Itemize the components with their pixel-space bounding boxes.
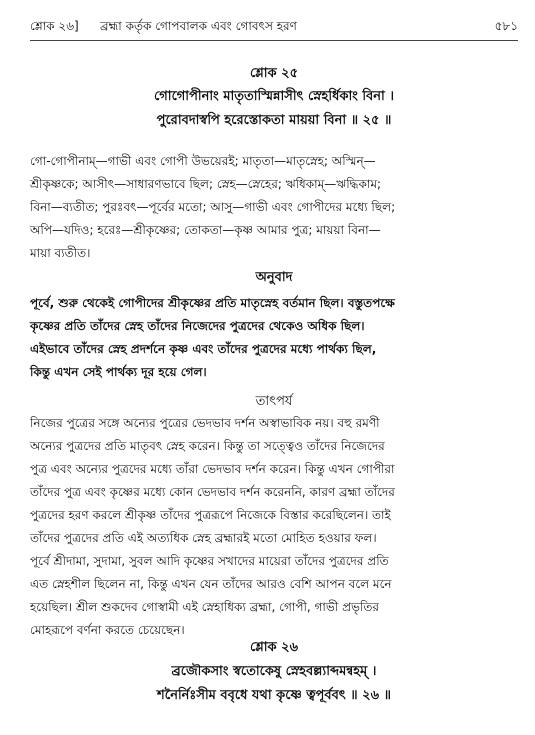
header-title: ব্রহ্মা কর্তৃক গোপবালক এবং গোবৎস হরণ xyxy=(100,19,297,33)
synonyms-line: বিনা—ব্যতীত; পুরঃবৎ—পূর্বের মতো; আসু—গাভী এবং গোপীদের মধ্যে ছিল; xyxy=(30,200,396,214)
purport-line: পূর্বে শ্রীদামা, সুদামা, সুবল আদি কৃষ্ণের সখাদের মায়েরা তাঁদের পুত্রদের প্রতি xyxy=(30,554,389,568)
header-rule xyxy=(30,40,518,41)
purport-line: পুত্রদের হরণ করলে শ্রীকৃষ্ণ তাঁদের পুত্ররূপে নিজেকে বিস্তার করেছিলেন। তাই xyxy=(30,508,391,522)
purport-line: তাঁদের পুত্র এবং কৃষ্ণের মধ্যে কোন ভেদভাব দর্শন করেননি, কারণ ব্রহ্মা তাঁদের xyxy=(30,485,395,499)
purport-line: পুত্র এবং অন্যের পুত্রদের মধ্যে তাঁরা ভেদভাব দর্শন করেন। কিন্তু এখন গোপীরা xyxy=(30,462,395,476)
purport-line: এত স্নেহশীল ছিলেন না, কিন্তু এখন যেন তাঁদের আরও বেশি আপন বলে মনে xyxy=(30,577,392,591)
synonyms-line: শ্রীকৃষ্ণকে; আসীৎ—সাধারণভাবে ছিল; স্নেহ—স্নেহের; ঋধিকাম্—ঋদ্ধিকাম; xyxy=(30,177,382,191)
verse-26-heading: শ্লোক ২৬ xyxy=(249,640,299,655)
synonyms-line: অপি—যদিও; হরেঃ—শ্রীকৃষ্ণের; তোকতা—কৃষ্ণ আমার পুত্র; মায়য়া বিনা— xyxy=(30,223,381,237)
purport-line: তাঁদের পুত্রদের প্রতি এই অত্যধিক স্নেহ ব্রহ্মারই মতো মোহিত হওয়ার ফল। xyxy=(30,531,377,545)
synonyms-line: মায়া ব্যতীত। xyxy=(30,246,91,260)
translation-heading: অনুবাদ xyxy=(255,270,293,285)
purport-block xyxy=(30,412,518,642)
translation-line: কৃষ্ণের প্রতি তাঁদের স্নেহ তাঁদের নিজেদের পুত্রদের থেকেও অধিক ছিল। xyxy=(30,319,365,333)
translation-line: পূর্বে, শুরু থেকেই গোপীদের শ্রীকৃষ্ণের প্রতি মাতৃস্নেহ বর্তমান ছিল। বস্তুতপক্ষে xyxy=(30,296,395,310)
translation-line: কিন্তু এখন সেই পার্থক্য দূর হয়ে গেল। xyxy=(30,365,207,379)
header-chapter-ref: শ্লোক ২৬] xyxy=(30,19,79,33)
purport-line: হয়েছিল। শ্রীল শুকদেব গোস্বামী এই স্নেহাধিক্য ব্রহ্মা, গোপী, গাভী প্রভৃতির xyxy=(30,600,380,614)
verse-26-line-1: ব্রজৌকসাং স্বতোকেষু স্নেহবল্ল্যাব্দমন্বহম্ । xyxy=(171,664,377,679)
purport-line: মোহরূপে বর্ণনা করতে চেয়েছেন। xyxy=(30,623,185,637)
purport-line: নিজের পুত্রের সঙ্গে অন্যের পুত্রের ভেদভাব দর্শন অস্বাভাবিক নয়। বহু রমণী xyxy=(30,416,380,430)
purport-heading: তাৎপর্য xyxy=(255,394,293,409)
purport-line: অন্যের পুত্রদের প্রতি মাতৃবৎ স্নেহ করেন। কিন্তু তা সত্ত্বেও তাঁদের নিজেদের xyxy=(30,439,385,453)
page-number: ৫৮১ xyxy=(494,19,518,33)
translation-line: এইভাবে তাঁদের স্নেহ প্রদর্শনে কৃষ্ণ এবং তাঁদের পুত্রদের মধ্যে পার্থক্য ছিল, xyxy=(30,342,377,356)
verse-26-line-2: শনৈর্নিঃসীম ববৃধে যথা কৃষ্ণে ত্বপূর্ববৎ ॥ ২৬ ॥ xyxy=(157,688,391,703)
translation-block xyxy=(30,292,518,384)
running-header xyxy=(30,14,518,38)
verse-25-line-1: গোগোপীনাং মাতৃতাস্মিন্নাসীৎ স্নেহর্ধিকাং বিনা । xyxy=(154,89,394,104)
synonyms-line: গো-গোপীনাম্—গাভী এবং গোপী উভয়েরই; মাতৃতা—মাতৃস্নেহ; অস্মিন্— xyxy=(30,154,376,168)
verse-25-line-2: পুরোবদাস্বপি হরেস্তোকতা মায়য়া বিনা ॥ ২৫ ॥ xyxy=(156,113,392,128)
synonyms-block xyxy=(30,150,518,265)
verse-25-heading: শ্লোক ২৫ xyxy=(249,66,299,81)
